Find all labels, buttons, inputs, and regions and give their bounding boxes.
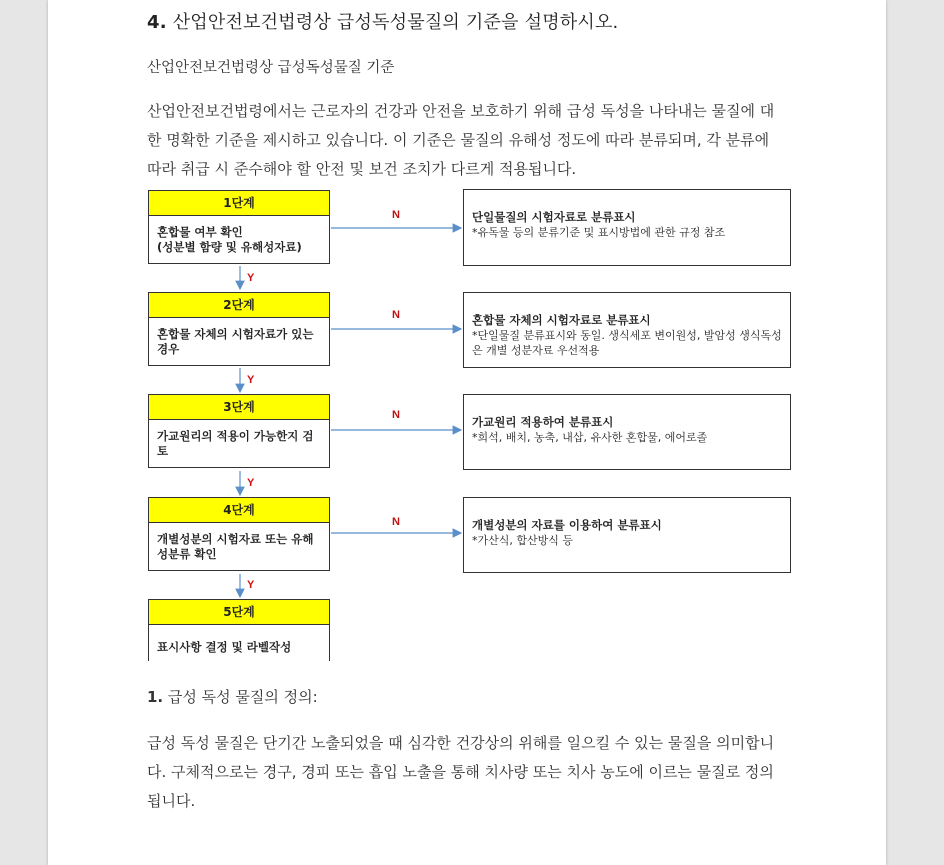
section-number: 1. xyxy=(147,688,164,706)
step-description: 혼합물 여부 확인 (성분별 함량 및 유해성자료) xyxy=(157,225,302,254)
step-description: 가교원리의 적용이 가능한지 검토 xyxy=(157,429,314,458)
yes-label-1: Y xyxy=(247,272,255,284)
result-title: 개별성분의 자료를 이용하여 분류표시 xyxy=(472,518,662,532)
step-stage-label: 5단계 xyxy=(149,600,329,625)
no-label-3: N xyxy=(392,409,400,421)
result-box-3 xyxy=(463,394,791,470)
classification-flowchart xyxy=(147,186,793,664)
result-box-2 xyxy=(463,292,791,368)
step-description: 표시사항 결정 및 라벨작성 xyxy=(157,640,292,654)
yes-label-4: Y xyxy=(247,579,255,591)
step-box-2 xyxy=(148,292,330,366)
step-box-3 xyxy=(148,394,330,468)
step-stage-label: 3단계 xyxy=(149,395,329,420)
step-description: 혼합물 자체의 시험자료가 있는 경우 xyxy=(157,327,314,356)
step-stage-label: 2단계 xyxy=(149,293,329,318)
result-title: 단일물질의 시험자료로 분류표시 xyxy=(472,210,636,224)
yes-label-3: Y xyxy=(247,477,255,489)
step-stage-label: 1단계 xyxy=(149,191,329,216)
question-heading xyxy=(147,8,618,34)
result-box-1 xyxy=(463,189,791,266)
definition-paragraph: 급성 독성 물질은 단기간 노출되었을 때 심각한 건강상의 위해를 일으킬 수 있는 물질을 의미합니다. 구체적으로는 경구, 경피 또는 흡입 노출을 통해 치사량 또는 치사 농도에 이르는 물질로 정의됩니다. xyxy=(147,734,775,810)
step-description: 개별성분의 시험자료 또는 유해성분류 확인 xyxy=(157,532,314,561)
no-label-1: N xyxy=(392,209,400,221)
subtitle: 산업안전보건법령상 급성독성물질 기준 xyxy=(147,60,395,76)
section-heading xyxy=(147,686,318,707)
result-title: 혼합물 자체의 시험자료로 분류표시 xyxy=(472,313,651,327)
section-text: 급성 독성 물질의 정의: xyxy=(167,688,318,706)
result-title: 가교원리 적용하여 분류표시 xyxy=(472,415,614,429)
no-label-2: N xyxy=(392,309,400,321)
result-note: *희석, 배치, 농축, 내삽, 유사한 혼합물, 에어로졸 xyxy=(472,431,708,444)
yes-label-2: Y xyxy=(247,374,255,386)
result-note: *단일물질 분류표시와 동일. 생식세포 변이원성, 발암성 생식독성은 개별 성분자료 우선적용 xyxy=(472,329,782,357)
question-number: 4. xyxy=(147,12,167,33)
question-text: 산업안전보건법령상 급성독성물질의 기준을 설명하시오. xyxy=(172,12,619,33)
result-note: *가산식, 합산방식 등 xyxy=(472,534,573,547)
step-box-1 xyxy=(148,190,330,264)
step-stage-label: 4단계 xyxy=(149,498,329,523)
step-box-4 xyxy=(148,497,330,571)
step-box-5 xyxy=(148,599,330,661)
intro-paragraph: 산업안전보건법령에서는 근로자의 건강과 안전을 보호하기 위해 급성 독성을 나타내는 물질에 대한 명확한 기준을 제시하고 있습니다. 이 기준은 물질의 유해성 정도에 따라 분류되며, 각 분류에 따라 취급 시 준수해야 할 안전 및 보건 조치가 다르게 적용됩니다. xyxy=(147,102,775,178)
result-note: *유독물 등의 분류기준 및 표시방법에 관한 규정 참조 xyxy=(472,226,726,239)
result-box-4 xyxy=(463,497,791,573)
no-label-4: N xyxy=(392,516,400,528)
